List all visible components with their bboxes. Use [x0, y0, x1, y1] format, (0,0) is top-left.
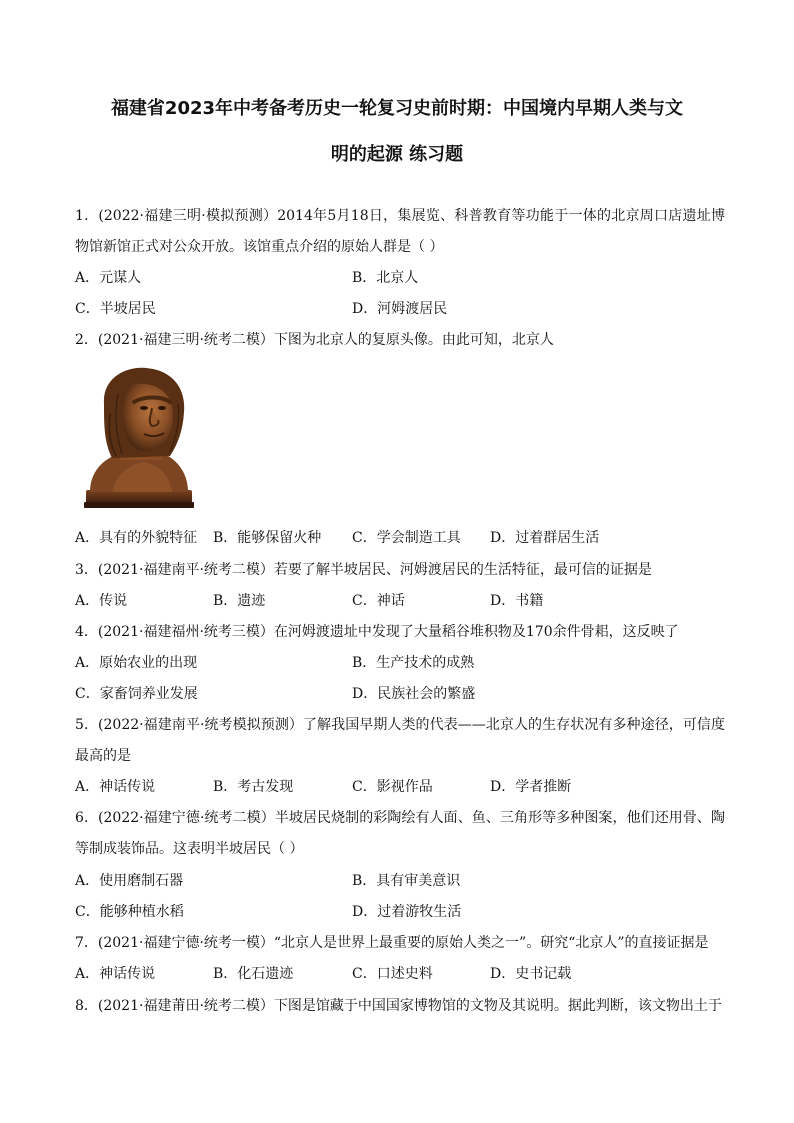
- question-7-option-b: B．化石遗迹: [213, 966, 294, 982]
- question-7-option-a: A．神话传说: [75, 966, 156, 982]
- question-5-option-a: A．神话传说: [75, 779, 156, 795]
- question-7-text: 7．(2021·福建宁德·统考一模）“北京人是世界上最重要的原始人类之一”。研究“北京人”的直接证据是: [75, 935, 709, 951]
- question-6-option-b: B．具有审美意识: [352, 873, 461, 889]
- question-6-options-row2: [75, 902, 725, 922]
- question-1-options: [75, 268, 725, 288]
- question-2-option-b: B．能够保留火种: [213, 530, 322, 546]
- question-3-option-d: D．书籍: [490, 593, 544, 609]
- peking-man-bust-image: [82, 364, 196, 512]
- question-1-options-row2: [75, 299, 725, 319]
- question-1-option-a: A．元谋人: [75, 270, 142, 286]
- question-5-options: [75, 777, 725, 797]
- question-1-text: 1．(2022·福建三明·模拟预测）2014年5月18日，集展览、科普教育等功能于一体的北京周口店遗址博物馆新馆正式对公众开放。该馆重点介绍的原始人群是（ ）: [75, 208, 725, 255]
- question-2-text: 2．(2021·福建三明·统考二模）下图为北京人的复原头像。由此可知，北京人: [75, 332, 554, 348]
- question-3-option-a: A．传说: [75, 593, 128, 609]
- question-2-option-a: A．具有的外貌特征: [75, 530, 198, 546]
- title-line-2: 明的起源 练习题: [330, 144, 464, 165]
- question-5-option-d: D．学者推断: [490, 779, 572, 795]
- question-2-options: [75, 528, 725, 548]
- question-6-text: 6．(2022·福建宁德·统考二模）半坡居民烧制的彩陶绘有人面、鱼、三角形等多种图案，他们还用骨、陶等制成装饰品。这表明半坡居民（ ）: [75, 810, 725, 857]
- question-4-option-c: C．家畜饲养业发展: [75, 686, 198, 702]
- question-5-option-c: C．影视作品: [352, 779, 433, 795]
- question-6-option-d: D．过着游牧生活: [352, 904, 462, 920]
- question-4-option-a: A．原始农业的出现: [75, 655, 198, 671]
- question-1-option-d: D．河姆渡居民: [352, 301, 448, 317]
- question-4-text: 4．(2021·福建福州·统考三模）在河姆渡遗址中发现了大量稻谷堆积物及170余件骨耜，这反映了: [75, 624, 679, 640]
- question-3-option-b: B．遗迹: [213, 593, 266, 609]
- question-7-option-d: D．史书记载: [490, 966, 572, 982]
- question-5-option-b: B．考古发现: [213, 779, 294, 795]
- question-4-option-d: D．民族社会的繁盛: [352, 686, 476, 702]
- question-5-text: 5．(2022·福建南平·统考模拟预测）了解我国早期人类的代表——北京人的生存状况有多种途径，可信度最高的是: [75, 717, 725, 764]
- question-2-option-d: D．过着群居生活: [490, 530, 600, 546]
- question-1-option-c: C．半坡居民: [75, 301, 156, 317]
- question-8-text: 8．(2021·福建莆田·统考二模）下图是馆藏于中国国家博物馆的文物及其说明。据此判断，该文物出土于: [75, 998, 722, 1014]
- question-4-option-b: B．生产技术的成熟: [352, 655, 475, 671]
- question-7-option-c: C．口述史料: [352, 966, 433, 982]
- question-4-options-row2: [75, 684, 725, 704]
- document-title: [60, 86, 734, 178]
- question-3-option-c: C．神话: [352, 593, 405, 609]
- question-3-text: 3．(2021·福建南平·统考二模）若要了解半坡居民、河姆渡居民的生活特征，最可信的证据是: [75, 562, 652, 578]
- title-line-1: 福建省2023年中考备考历史一轮复习史前时期：中国境内早期人类与文: [110, 98, 684, 119]
- question-7-options: [75, 964, 725, 984]
- question-2-option-c: C．学会制造工具: [352, 530, 461, 546]
- question-6-option-a: A．使用磨制石器: [75, 873, 184, 889]
- question-3-options: [75, 591, 725, 611]
- question-1-option-b: B．北京人: [352, 270, 419, 286]
- question-6-options: [75, 871, 725, 891]
- question-4-options: [75, 653, 725, 673]
- question-6-option-c: C．能够种植水稻: [75, 904, 184, 920]
